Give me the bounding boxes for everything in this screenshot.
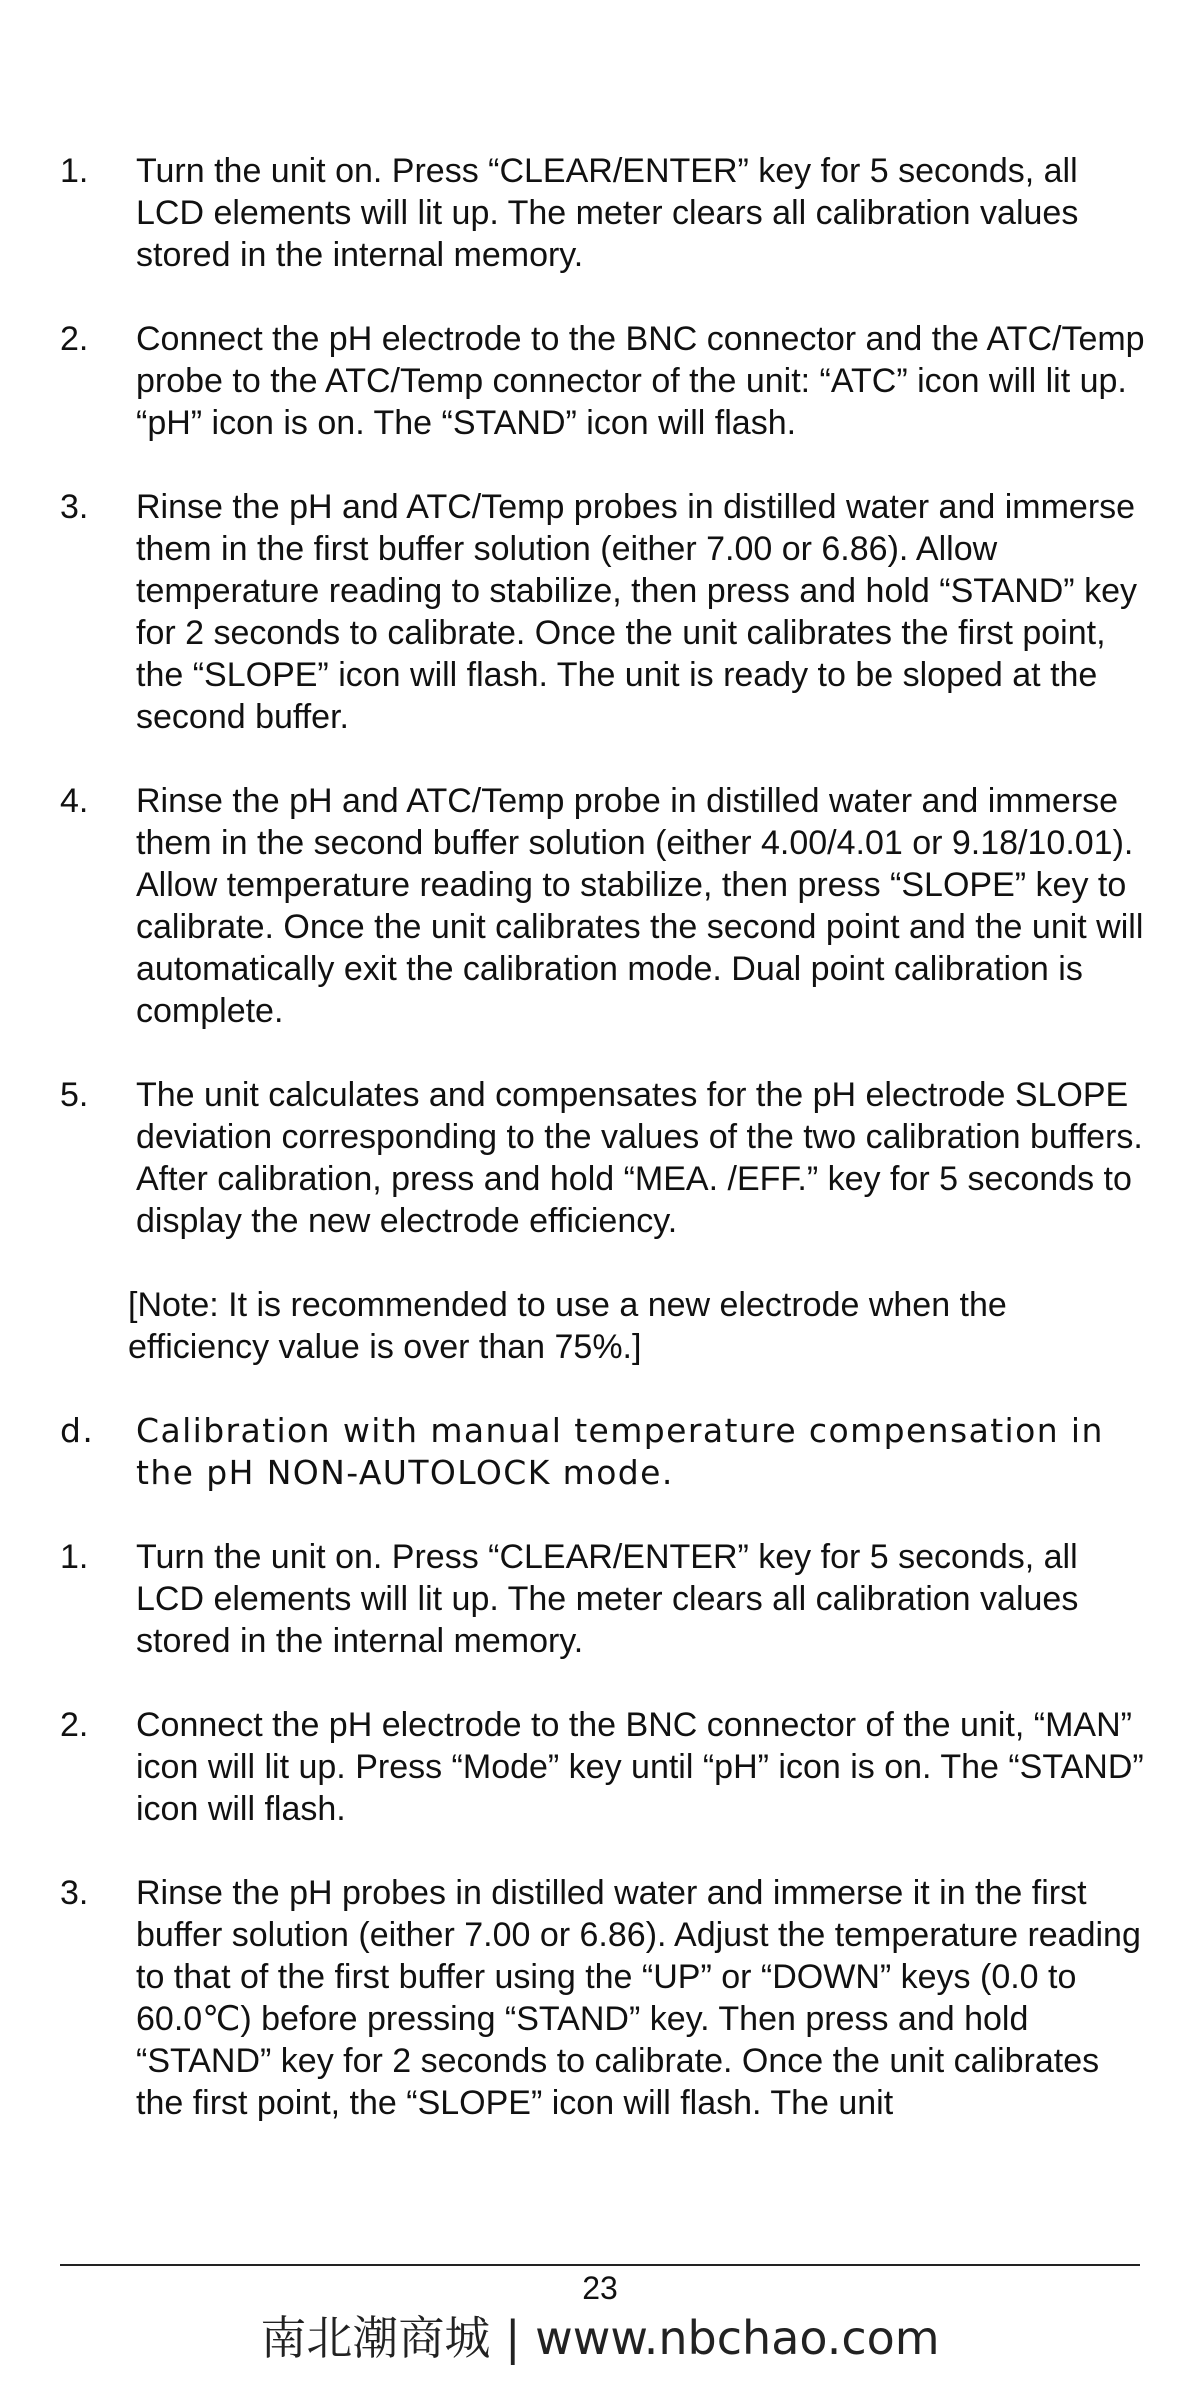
page-content [60,150,1145,2166]
site-watermark: 南北潮商城 | www.nbchao.com [260,2311,940,2365]
list-item-number: 2. [60,320,89,358]
list-item-text: The unit calculates and compensates for the pH electrode SLOPE deviation corresponding to the values of the two calibration buffers. After calibration, press and hold “MEA. /EFF.” key for 5 seconds to display the new electrode efficiency. [136,1076,1143,1240]
list-item-number: 1. [60,152,89,190]
list-item-number: 2. [60,1706,89,1744]
list-item-text: Connect the pH electrode to the BNC connector of the unit, “MAN” icon will lit up. Press “Mode” key until “pH” icon is on. The “STAND” icon will flash. [136,1706,1144,1828]
section-d-heading [60,1410,1145,1494]
list-item-text: Rinse the pH probes in distilled water and immerse it in the first buffer solution (either 7.00 or 6.86). Adjust the temperature reading to that of the first buffer using the “UP” or “DOWN” keys (0.0 to 60.0℃) before pressing “STAND” key. Then press and hold “STAND” key for 2 seconds to calibrate. Once the unit calibrates the first point, the “SLOPE” icon will flash. The unit [136,1874,1141,2122]
list-item-text: Turn the unit on. Press “CLEAR/ENTER” key for 5 seconds, all LCD elements will lit up. The meter clears all calibration values stored in the internal memory. [136,1538,1079,1660]
list-item-number: 5. [60,1076,89,1114]
page-number: 23 [582,2270,618,2306]
efficiency-note: [Note: It is recommended to use a new electrode when the efficiency value is over than 75%.] [128,1286,1007,1366]
list-a-item-3 [60,486,1145,738]
list-a-item-1 [60,150,1145,276]
list-item-text: Rinse the pH and ATC/Temp probes in distilled water and immerse them in the first buffer solution (either 7.00 or 6.86). Allow temperature reading to stabilize, then press and hold “STAND” key for 2 seconds to calibrate. Once the unit calibrates the first point, the “SLOPE” icon will flash. The unit is ready to be sloped at the second buffer. [136,488,1137,736]
list-item-text: Connect the pH electrode to the BNC connector and the ATC/Temp probe to the ATC/Temp connector of the unit: “ATC” icon will lit up. “pH” icon is on. The “STAND” icon will flash. [136,320,1145,442]
list-a-item-2 [60,318,1145,444]
list-item-number: 1. [60,1538,89,1576]
list-item-text: Turn the unit on. Press “CLEAR/ENTER” key for 5 seconds, all LCD elements will lit up. The meter clears all calibration values stored in the internal memory. [136,152,1079,274]
list-a-item-5 [60,1074,1145,1242]
list-b-item-2 [60,1704,1145,1830]
list-b-item-3 [60,1872,1145,2124]
list-item-number: 4. [60,782,89,820]
list-a-item-4 [60,780,1145,1032]
section-letter: d. [60,1411,95,1450]
section-title: Calibration with manual temperature compensation in the pH NON-AUTOLOCK mode. [136,1411,1104,1492]
list-item-number: 3. [60,488,89,526]
footer-divider [60,2264,1140,2266]
list-b-item-1 [60,1536,1145,1662]
list-item-text: Rinse the pH and ATC/Temp probe in distilled water and immerse them in the second buffer solution (either 4.00/4.01 or 9.18/10.01). Allow temperature reading to stabilize, then press “SLOPE” key to calibrate. Once the unit calibrates the second point and the unit will automatically exit the calibration mode. Dual point calibration is complete. [136,782,1144,1030]
list-item-number: 3. [60,1874,89,1912]
